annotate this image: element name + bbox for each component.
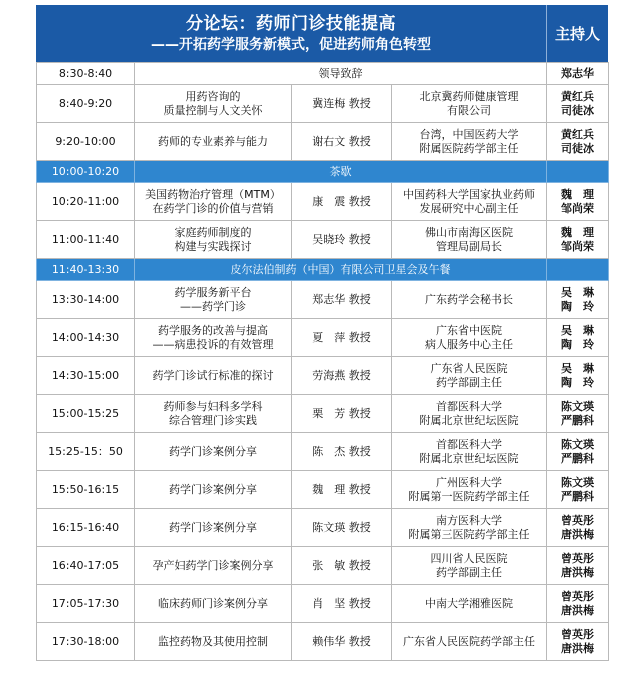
break-row: [37, 161, 609, 183]
speaker-affiliation: [392, 585, 547, 623]
session-row: [37, 357, 609, 395]
session-time: 10:20-11:00: [37, 183, 135, 221]
session-topic: [135, 547, 292, 585]
schedule-sheet: [36, 5, 608, 661]
speaker-affiliation-line: 广州医科大学: [436, 475, 502, 489]
session-speaker: 栗 芳 教授: [292, 395, 392, 433]
session-topic: [135, 357, 292, 395]
session-row: [37, 123, 609, 161]
session-row: [37, 183, 609, 221]
session-topic-line: 在药学门诊的价值与营销: [152, 201, 274, 215]
session-host-line: 曾英彤: [561, 627, 595, 641]
session-row: [37, 63, 609, 85]
schedule-header: [36, 5, 608, 62]
speaker-affiliation-line: 发展研究中心副主任: [419, 201, 519, 215]
session-row: [37, 85, 609, 123]
speaker-affiliation: [392, 395, 547, 433]
session-topic: [135, 123, 292, 161]
session-topic-line: 药学门诊案例分享: [169, 482, 257, 496]
speaker-affiliation-line: 附属第一医院药学部主任: [408, 489, 530, 503]
speaker-affiliation-line: 广东省人民医院药学部主任: [403, 634, 535, 648]
session-row: [37, 509, 609, 547]
speaker-affiliation: [392, 623, 547, 661]
break-label: [135, 259, 547, 281]
session-row: [37, 433, 609, 471]
session-topic-line: 综合管理门诊实践: [169, 413, 257, 427]
session-topic-line: 临床药师门诊案例分享: [158, 596, 268, 610]
session-topic-line: 美国药物治疗管理（MTM）: [145, 187, 281, 201]
session-host-line: 吴 琳: [561, 285, 595, 299]
session-topic-line: 孕产妇药学门诊案例分享: [152, 558, 274, 572]
speaker-affiliation: [392, 123, 547, 161]
session-host: [547, 63, 609, 85]
session-host-line: 陶 玲: [561, 337, 595, 351]
session-topic: [135, 319, 292, 357]
session-host: [547, 161, 609, 183]
speaker-affiliation-line: 四川省人民医院: [430, 551, 508, 565]
session-host-line: 曾英彤: [561, 513, 595, 527]
session-speaker: 肖 坚 教授: [292, 585, 392, 623]
session-host-line: 唐洪梅: [561, 565, 595, 579]
break-label: [135, 161, 547, 183]
session-host-line: 唐洪梅: [561, 603, 595, 617]
session-host-line: 曾英彤: [561, 589, 595, 603]
speaker-affiliation-line: 台湾，中国医药大学: [419, 127, 519, 141]
session-speaker: 郑志华 教授: [292, 281, 392, 319]
session-time: 14:30-15:00: [37, 357, 135, 395]
session-time: 15:00-15:25: [37, 395, 135, 433]
speaker-affiliation: [392, 509, 547, 547]
session-time: 9:20-10:00: [37, 123, 135, 161]
session-host-line: 邹尚荣: [561, 201, 595, 215]
session-row: [37, 623, 609, 661]
header-title-block: [36, 5, 547, 62]
session-time: 17:05-17:30: [37, 585, 135, 623]
break-label-line: 皮尔法伯制药（中国）有限公司卫星会及午餐: [230, 262, 451, 276]
session-row: [37, 281, 609, 319]
session-host-line: 司徒冰: [561, 103, 595, 117]
forum-title: 分论坛：药师门诊技能提高: [186, 13, 396, 34]
session-topic-line: ——病患投诉的有效管理: [152, 337, 274, 351]
session-time: 15:25-15：50: [37, 433, 135, 471]
session-host: [547, 221, 609, 259]
session-host-line: 陶 玲: [561, 299, 595, 313]
session-speaker: 劳海燕 教授: [292, 357, 392, 395]
speaker-affiliation: [392, 357, 547, 395]
session-host: [547, 585, 609, 623]
session-row: [37, 471, 609, 509]
session-topic: [135, 183, 292, 221]
speaker-affiliation-line: 北京冀药师健康管理: [419, 89, 519, 103]
session-time: 16:15-16:40: [37, 509, 135, 547]
speaker-affiliation: [392, 319, 547, 357]
session-host: [547, 183, 609, 221]
speaker-affiliation-line: 广东药学会秘书长: [425, 292, 513, 306]
speaker-affiliation-line: 药学部副主任: [436, 375, 502, 389]
session-host: [547, 509, 609, 547]
session-row: [37, 319, 609, 357]
session-topic-line: 药师参与妇科多学科: [163, 399, 263, 413]
session-host: [547, 85, 609, 123]
session-host-line: 陈文瑛: [561, 399, 595, 413]
speaker-affiliation-line: 管理局副局长: [436, 239, 502, 253]
speaker-affiliation-line: 广东省人民医院: [430, 361, 508, 375]
session-speaker: 陈文瑛 教授: [292, 509, 392, 547]
session-topic-line: 药学门诊案例分享: [169, 520, 257, 534]
speaker-affiliation-line: 附属第三医院药学部主任: [408, 527, 530, 541]
session-topic-line: 药学服务新平台: [174, 285, 252, 299]
session-topic: [135, 433, 292, 471]
speaker-affiliation-line: 佛山市南海区医院: [425, 225, 513, 239]
host-column-header: 主持人: [554, 25, 600, 43]
session-speaker: 陈 杰 教授: [292, 433, 392, 471]
session-time: 11:00-11:40: [37, 221, 135, 259]
session-topic: [135, 281, 292, 319]
speaker-affiliation: [392, 547, 547, 585]
speaker-affiliation-line: 病人服务中心主任: [425, 337, 513, 351]
session-time: 13:30-14:00: [37, 281, 135, 319]
break-row: [37, 259, 609, 281]
session-host-line: 陈文瑛: [561, 437, 595, 451]
session-topic-line: 构建与实践探讨: [174, 239, 252, 253]
speaker-affiliation-line: 有限公司: [447, 103, 491, 117]
session-host-line: 严鹏科: [561, 489, 595, 503]
session-time: 11:40-13:30: [37, 259, 135, 281]
session-topic-line: 家庭药师制度的: [174, 225, 252, 239]
session-topic-line: 用药咨询的: [185, 89, 241, 103]
speaker-affiliation: [392, 471, 547, 509]
schedule-body: [37, 63, 609, 661]
speaker-affiliation-line: 附属北京世纪坛医院: [419, 413, 519, 427]
speaker-affiliation-line: 中南大学湘雅医院: [425, 596, 513, 610]
session-host-line: 吴 琳: [561, 323, 595, 337]
session-row: [37, 221, 609, 259]
session-row: [37, 585, 609, 623]
session-speaker: 魏 理 教授: [292, 471, 392, 509]
session-host: [547, 547, 609, 585]
session-host-line: 邹尚荣: [561, 239, 595, 253]
session-topic: [135, 63, 547, 85]
session-host-line: 唐洪梅: [561, 527, 595, 541]
session-speaker: 夏 萍 教授: [292, 319, 392, 357]
session-topic-line: 药学服务的改善与提高: [158, 323, 268, 337]
session-host-line: 黄红兵: [561, 127, 595, 141]
session-topic: [135, 623, 292, 661]
session-time: 8:40-9:20: [37, 85, 135, 123]
session-host: [547, 433, 609, 471]
session-time: 10:00-10:20: [37, 161, 135, 183]
session-time: 15:50-16:15: [37, 471, 135, 509]
session-topic: [135, 585, 292, 623]
speaker-affiliation-line: 首都医科大学: [436, 437, 502, 451]
session-speaker: 冀连梅 教授: [292, 85, 392, 123]
forum-subtitle: ——开拓药学服务新模式，促进药师角色转型: [151, 36, 431, 53]
session-host-line: 陈文瑛: [561, 475, 595, 489]
session-host-line: 司徒冰: [561, 141, 595, 155]
session-host: [547, 471, 609, 509]
session-topic: [135, 509, 292, 547]
session-speaker: 谢右文 教授: [292, 123, 392, 161]
session-time: 17:30-18:00: [37, 623, 135, 661]
session-topic: [135, 85, 292, 123]
speaker-affiliation: [392, 85, 547, 123]
speaker-affiliation: [392, 281, 547, 319]
session-topic-line: 药师的专业素养与能力: [158, 134, 268, 148]
session-host: [547, 395, 609, 433]
session-host-line: 陶 玲: [561, 375, 595, 389]
session-host: [547, 281, 609, 319]
session-host-line: 严鹏科: [561, 413, 595, 427]
session-speaker: 张 敏 教授: [292, 547, 392, 585]
session-topic: [135, 395, 292, 433]
session-time: 16:40-17:05: [37, 547, 135, 585]
break-label-line: 茶歇: [329, 164, 352, 178]
session-host: [547, 623, 609, 661]
session-host-line: 严鹏科: [561, 451, 595, 465]
session-row: [37, 395, 609, 433]
speaker-affiliation: [392, 183, 547, 221]
session-host-line: 魏 理: [561, 225, 595, 239]
session-host-line: 吴 琳: [561, 361, 595, 375]
speaker-affiliation: [392, 433, 547, 471]
session-row: [37, 547, 609, 585]
speaker-affiliation-line: 首都医科大学: [436, 399, 502, 413]
speaker-affiliation-line: 广东省中医院: [436, 323, 502, 337]
session-host-line: 黄红兵: [561, 89, 595, 103]
session-topic-line: 药学门诊试行标准的探讨: [152, 368, 274, 382]
session-time: 8:30-8:40: [37, 63, 135, 85]
schedule-table: [36, 62, 609, 661]
session-topic: [135, 471, 292, 509]
session-host-line: 郑志华: [561, 66, 595, 80]
session-topic-line: 质量控制与人文关怀: [163, 103, 263, 117]
speaker-affiliation-line: 药学部副主任: [436, 565, 502, 579]
speaker-affiliation-line: 附属医院药学部主任: [419, 141, 519, 155]
session-host-line: 曾英彤: [561, 551, 595, 565]
session-topic-line: 领导致辞: [318, 66, 363, 80]
session-speaker: 康 震 教授: [292, 183, 392, 221]
speaker-affiliation-line: 南方医科大学: [436, 513, 502, 527]
session-topic-line: 药学门诊案例分享: [169, 444, 257, 458]
speaker-affiliation-line: 附属北京世纪坛医院: [419, 451, 519, 465]
session-speaker: 赖伟华 教授: [292, 623, 392, 661]
session-speaker: 吴晓玲 教授: [292, 221, 392, 259]
session-topic: [135, 221, 292, 259]
session-topic-line: ——药学门诊: [180, 299, 246, 313]
speaker-affiliation-line: 中国药科大学国家执业药师: [403, 187, 535, 201]
session-topic-line: 监控药物及其使用控制: [158, 634, 268, 648]
session-host-line: 唐洪梅: [561, 641, 595, 655]
speaker-affiliation: [392, 221, 547, 259]
session-host: [547, 357, 609, 395]
session-host: [547, 259, 609, 281]
session-host-line: 魏 理: [561, 187, 595, 201]
session-host: [547, 123, 609, 161]
session-host: [547, 319, 609, 357]
session-time: 14:00-14:30: [37, 319, 135, 357]
